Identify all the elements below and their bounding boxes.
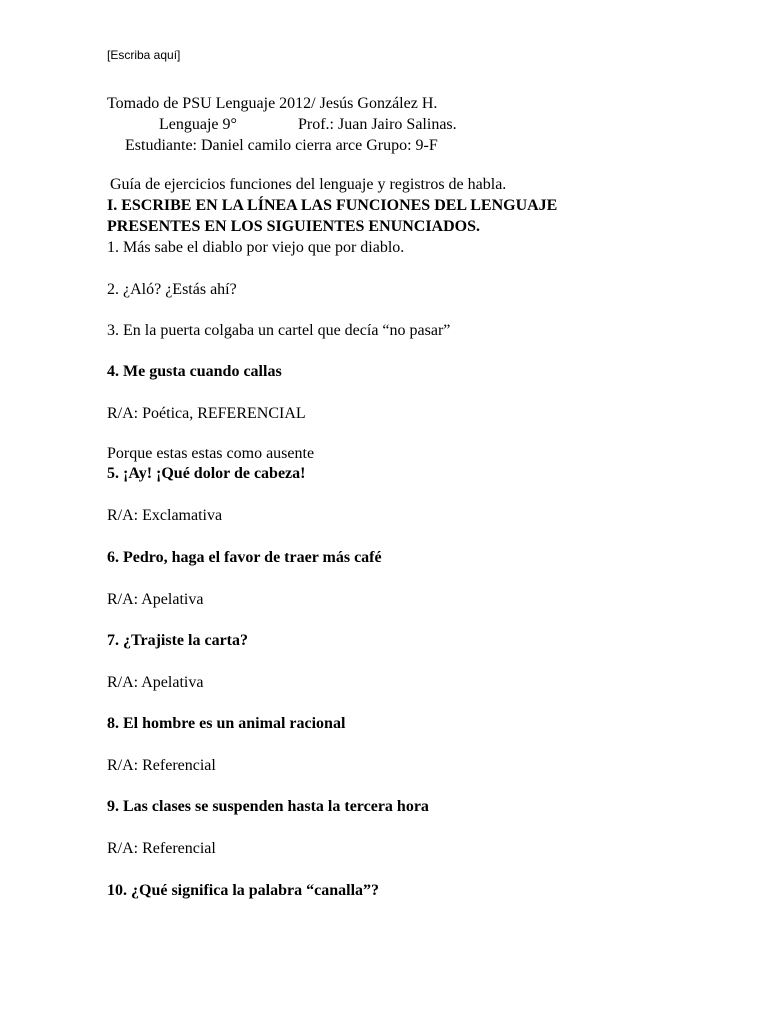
guide-title: Guía de ejercicios funciones del lenguaje y registros de habla. [110, 176, 507, 193]
answer-9: R/A: Referencial [107, 840, 216, 857]
question-3: 3. En la puerta colgaba un cartel que decía “no pasar” [107, 322, 451, 339]
answer-5: R/A: Exclamativa [107, 507, 223, 524]
course-label: Lenguaje 9° [159, 116, 237, 133]
answer-6: R/A: Apelativa [107, 591, 204, 608]
question-10: 10. ¿Qué significa la palabra “canalla”? [107, 882, 380, 899]
question-5: 5. ¡Ay! ¡Qué dolor de cabeza! [107, 465, 306, 482]
question-6: 6. Pedro, haga el favor de traer más café [107, 549, 382, 566]
question-7: 7. ¿Trajiste la carta? [107, 632, 248, 649]
instruction-line-2: PRESENTES EN LOS SIGUIENTES ENUNCIADOS. [107, 218, 480, 235]
source-line: Tomado de PSU Lenguaje 2012/ Jesús González H. [107, 95, 438, 112]
answer-4-note: Porque estas estas como ausente [107, 445, 315, 462]
student-line: Estudiante: Daniel camilo cierra arce Grupo: 9-F [125, 137, 438, 154]
question-9: 9. Las clases se suspenden hasta la tercera hora [107, 798, 429, 815]
question-8: 8. El hombre es un animal racional [107, 715, 346, 732]
header-placeholder[interactable]: [Escriba aquí] [107, 48, 181, 62]
question-1: 1. Más sabe el diablo por viejo que por diablo. [107, 239, 405, 256]
instruction-line-1: I. ESCRIBE EN LA LÍNEA LAS FUNCIONES DEL LENGUAJE [107, 197, 558, 214]
answer-7: R/A: Apelativa [107, 674, 204, 691]
teacher-label: Prof.: Juan Jairo Salinas. [298, 116, 457, 133]
question-2: 2. ¿Aló? ¿Estás ahí? [107, 281, 237, 298]
answer-8: R/A: Referencial [107, 757, 216, 774]
question-4: 4. Me gusta cuando callas [107, 363, 282, 380]
answer-4: R/A: Poética, REFERENCIAL [107, 405, 306, 422]
